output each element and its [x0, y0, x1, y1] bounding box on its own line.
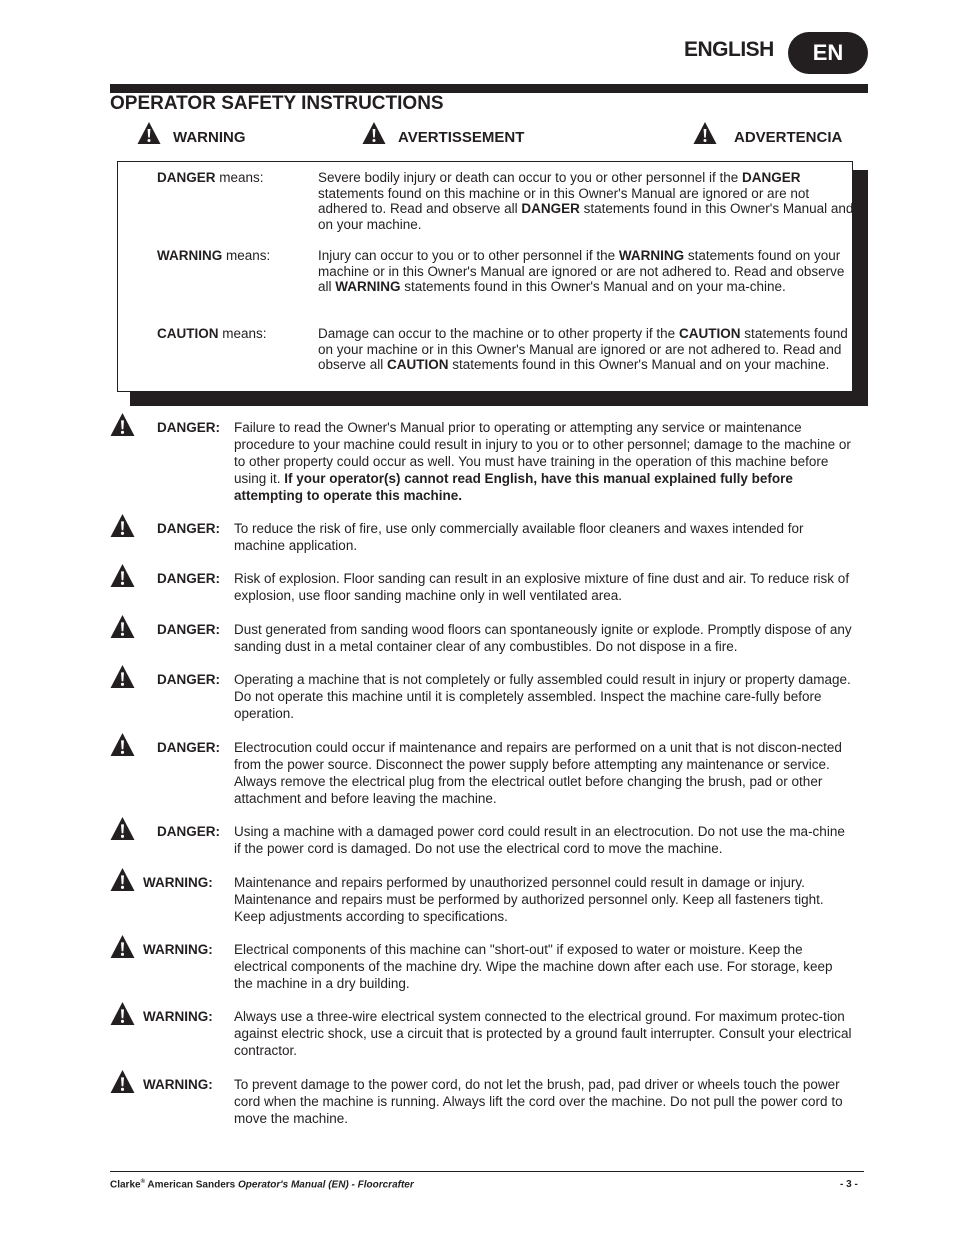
text-run: statements found in this Owner's Manual and on your machine. [448, 357, 830, 373]
text-run: CAUTION [678, 326, 741, 341]
definition-term-warning [157, 248, 270, 264]
text-run: statements found on your machine or in this Owner's Manual are ignored or are not adhered to. Read and observe all [318, 248, 845, 295]
warning-label: WARNING: [143, 1077, 213, 1092]
footer-brand: Clarke [110, 1179, 141, 1191]
text-run: Injury can occur to you or to other personnel if the [318, 248, 619, 263]
warning-triangle-icon [110, 664, 135, 689]
danger-label: DANGER: [157, 521, 220, 536]
danger-label: DANGER: [157, 672, 220, 687]
warning-triangle-icon [110, 563, 135, 588]
warning-triangle-icon [110, 1069, 135, 1094]
text-run: statements found on your machine or in this Owner's Manual are ignored or are not adhered to. Read and observe all [318, 326, 848, 373]
warning-triangle-icon [693, 121, 717, 145]
definition-term-caution [157, 326, 267, 342]
footer-company: American Sanders [145, 1179, 239, 1191]
definition-term-suffix: means: [222, 248, 271, 263]
danger-label: DANGER: [157, 740, 220, 755]
warning-triangle-icon [137, 121, 161, 145]
safety-message-text [234, 570, 854, 604]
text-run: Failure to read the Owner's Manual prior to operating or attempting any service or maintenance procedure to your machine could result in injury to you or to other personnel; damage to the machine or to other property could occur as well. You must have training in the operation of this machine before using it. [234, 420, 851, 486]
text-run: Electrical components of this machine can "short-out" if exposed to water or moisture. Keep the electrical components of the machine dry. Wipe the machine down after each use. For storage, keep the machine in a dry building. [234, 942, 833, 991]
language-label: ENGLISH [684, 38, 774, 61]
warning-label: WARNING: [143, 875, 213, 890]
warning-triangle-icon [110, 412, 135, 437]
warning-triangle-icon [110, 732, 135, 757]
text-run: Operating a machine that is not completely or fully assembled could result in injury or property damage. Do not operate this machine until it is completely assembled. Inspect the machine care-fully before operation. [234, 672, 851, 721]
safety-message-text [234, 520, 854, 554]
footer-manual-title [110, 1179, 414, 1190]
warning-triangle-icon [110, 816, 135, 841]
text-run: WARNING [335, 279, 401, 295]
definition-term-suffix: means: [215, 170, 264, 185]
warning-label: WARNING: [143, 1009, 213, 1024]
page-title: OPERATOR SAFETY INSTRUCTIONS [110, 93, 444, 114]
text-run: If your operator(s) cannot read English, have this manual explained fully before attempting to operate this machine. [234, 471, 793, 503]
definition-term-word: DANGER [157, 170, 216, 185]
danger-label: DANGER: [157, 420, 220, 435]
warning-triangle-icon [110, 867, 135, 892]
warning-triangle-icon [110, 1001, 135, 1026]
footer-registered-mark: ® [140, 1179, 145, 1185]
definition-text [318, 248, 858, 295]
definition-text [318, 326, 858, 373]
text-run: statements found in this Owner's Manual and on your machine. [318, 201, 854, 233]
definition-term-danger [157, 170, 264, 186]
safety-message-text [234, 1008, 854, 1059]
safety-message-text [234, 671, 854, 722]
signal-word-avertissement: AVERTISSEMENT [398, 129, 525, 146]
warning-triangle-icon [110, 614, 135, 639]
danger-label: DANGER: [157, 824, 220, 839]
text-run: WARNING [618, 248, 685, 263]
warning-triangle-icon [362, 121, 386, 145]
text-run: Severe bodily injury or death can occur to you or other personnel if the [318, 170, 742, 185]
text-run: CAUTION [387, 357, 449, 373]
page-number: - 3 - [840, 1179, 858, 1190]
safety-message-text [234, 874, 854, 925]
safety-message-text [234, 1076, 854, 1127]
text-run: Risk of explosion. Floor sanding can result in an explosive mixture of fine dust and air. To reduce risk of explosion, use floor sanding machine only in well ventilated area. [234, 571, 850, 603]
footer-rule [110, 1171, 864, 1172]
definition-term-word: CAUTION [157, 326, 219, 341]
text-run: Maintenance and repairs performed by unauthorized personnel could result in damage or injury. Maintenance and repairs must be performed by authorized personnel only. Keep all fasteners tight. Keep adjustments according to specifications. [234, 875, 824, 924]
text-run: Using a machine with a damaged power cord could result in an electrocution. Do not use the ma-chine if the power cord is damaged. Do not use the electrical cord to move the machine. [234, 824, 845, 856]
warning-label: WARNING: [143, 942, 213, 957]
text-run: DANGER [521, 201, 580, 217]
definition-text [318, 170, 858, 233]
safety-message-text [234, 823, 854, 857]
safety-message-text [234, 621, 854, 655]
safety-message-text [234, 941, 854, 992]
warning-triangle-icon [110, 934, 135, 959]
text-run: DANGER [742, 170, 801, 185]
text-run: Always use a three-wire electrical system connected to the electrical ground. For maximum protec-tion against electric shock, use a circuit that is protected by a ground fault interrupter. Consult your electrical contractor. [234, 1009, 852, 1058]
footer-manual-name: Operator's Manual (EN) - Floorcrafter [238, 1179, 414, 1191]
text-run: Electrocution could occur if maintenance and repairs are performed on a unit that is not discon-nected from the power source. Disconnect the power supply before attempting any maintenance or service. Always remove the electrical plug from the electrical outlet before changing the brush, pad or other attachment and before leaving the machine. [234, 740, 842, 806]
text-run: To prevent damage to the power cord, do not let the brush, pad, pad driver or wheels touch the power cord when the machine is running. Always lift the cord over the machine. Do not pull the power cord to move the machine. [234, 1077, 843, 1126]
text-run: Dust generated from sanding wood floors can spontaneously ignite or explode. Promptly dispose of any sanding dust in a metal container clear of any combustibles. Do not dispose in a fire. [234, 622, 852, 654]
text-run: statements found in this Owner's Manual and on your ma-chine. [400, 279, 786, 295]
signal-word-warning: WARNING [173, 129, 246, 146]
danger-label: DANGER: [157, 571, 220, 586]
title-rule [110, 84, 868, 93]
warning-triangle-icon [110, 513, 135, 538]
safety-message-text [234, 739, 854, 807]
definition-term-suffix: means: [218, 326, 267, 341]
danger-label: DANGER: [157, 622, 220, 637]
definition-term-word: WARNING [157, 248, 223, 263]
safety-message-text [234, 419, 854, 504]
text-run: Damage can occur to the machine or to other property if the [318, 326, 679, 341]
text-run: To reduce the risk of fire, use only commercially available floor cleaners and waxes intended for machine application. [234, 521, 804, 553]
signal-word-advertencia: ADVERTENCIA [734, 129, 843, 146]
language-badge: EN [788, 32, 868, 74]
text-run: statements found on this machine or in this Owner's Manual are ignored or are not adhered to. Read and observe all [318, 185, 810, 217]
